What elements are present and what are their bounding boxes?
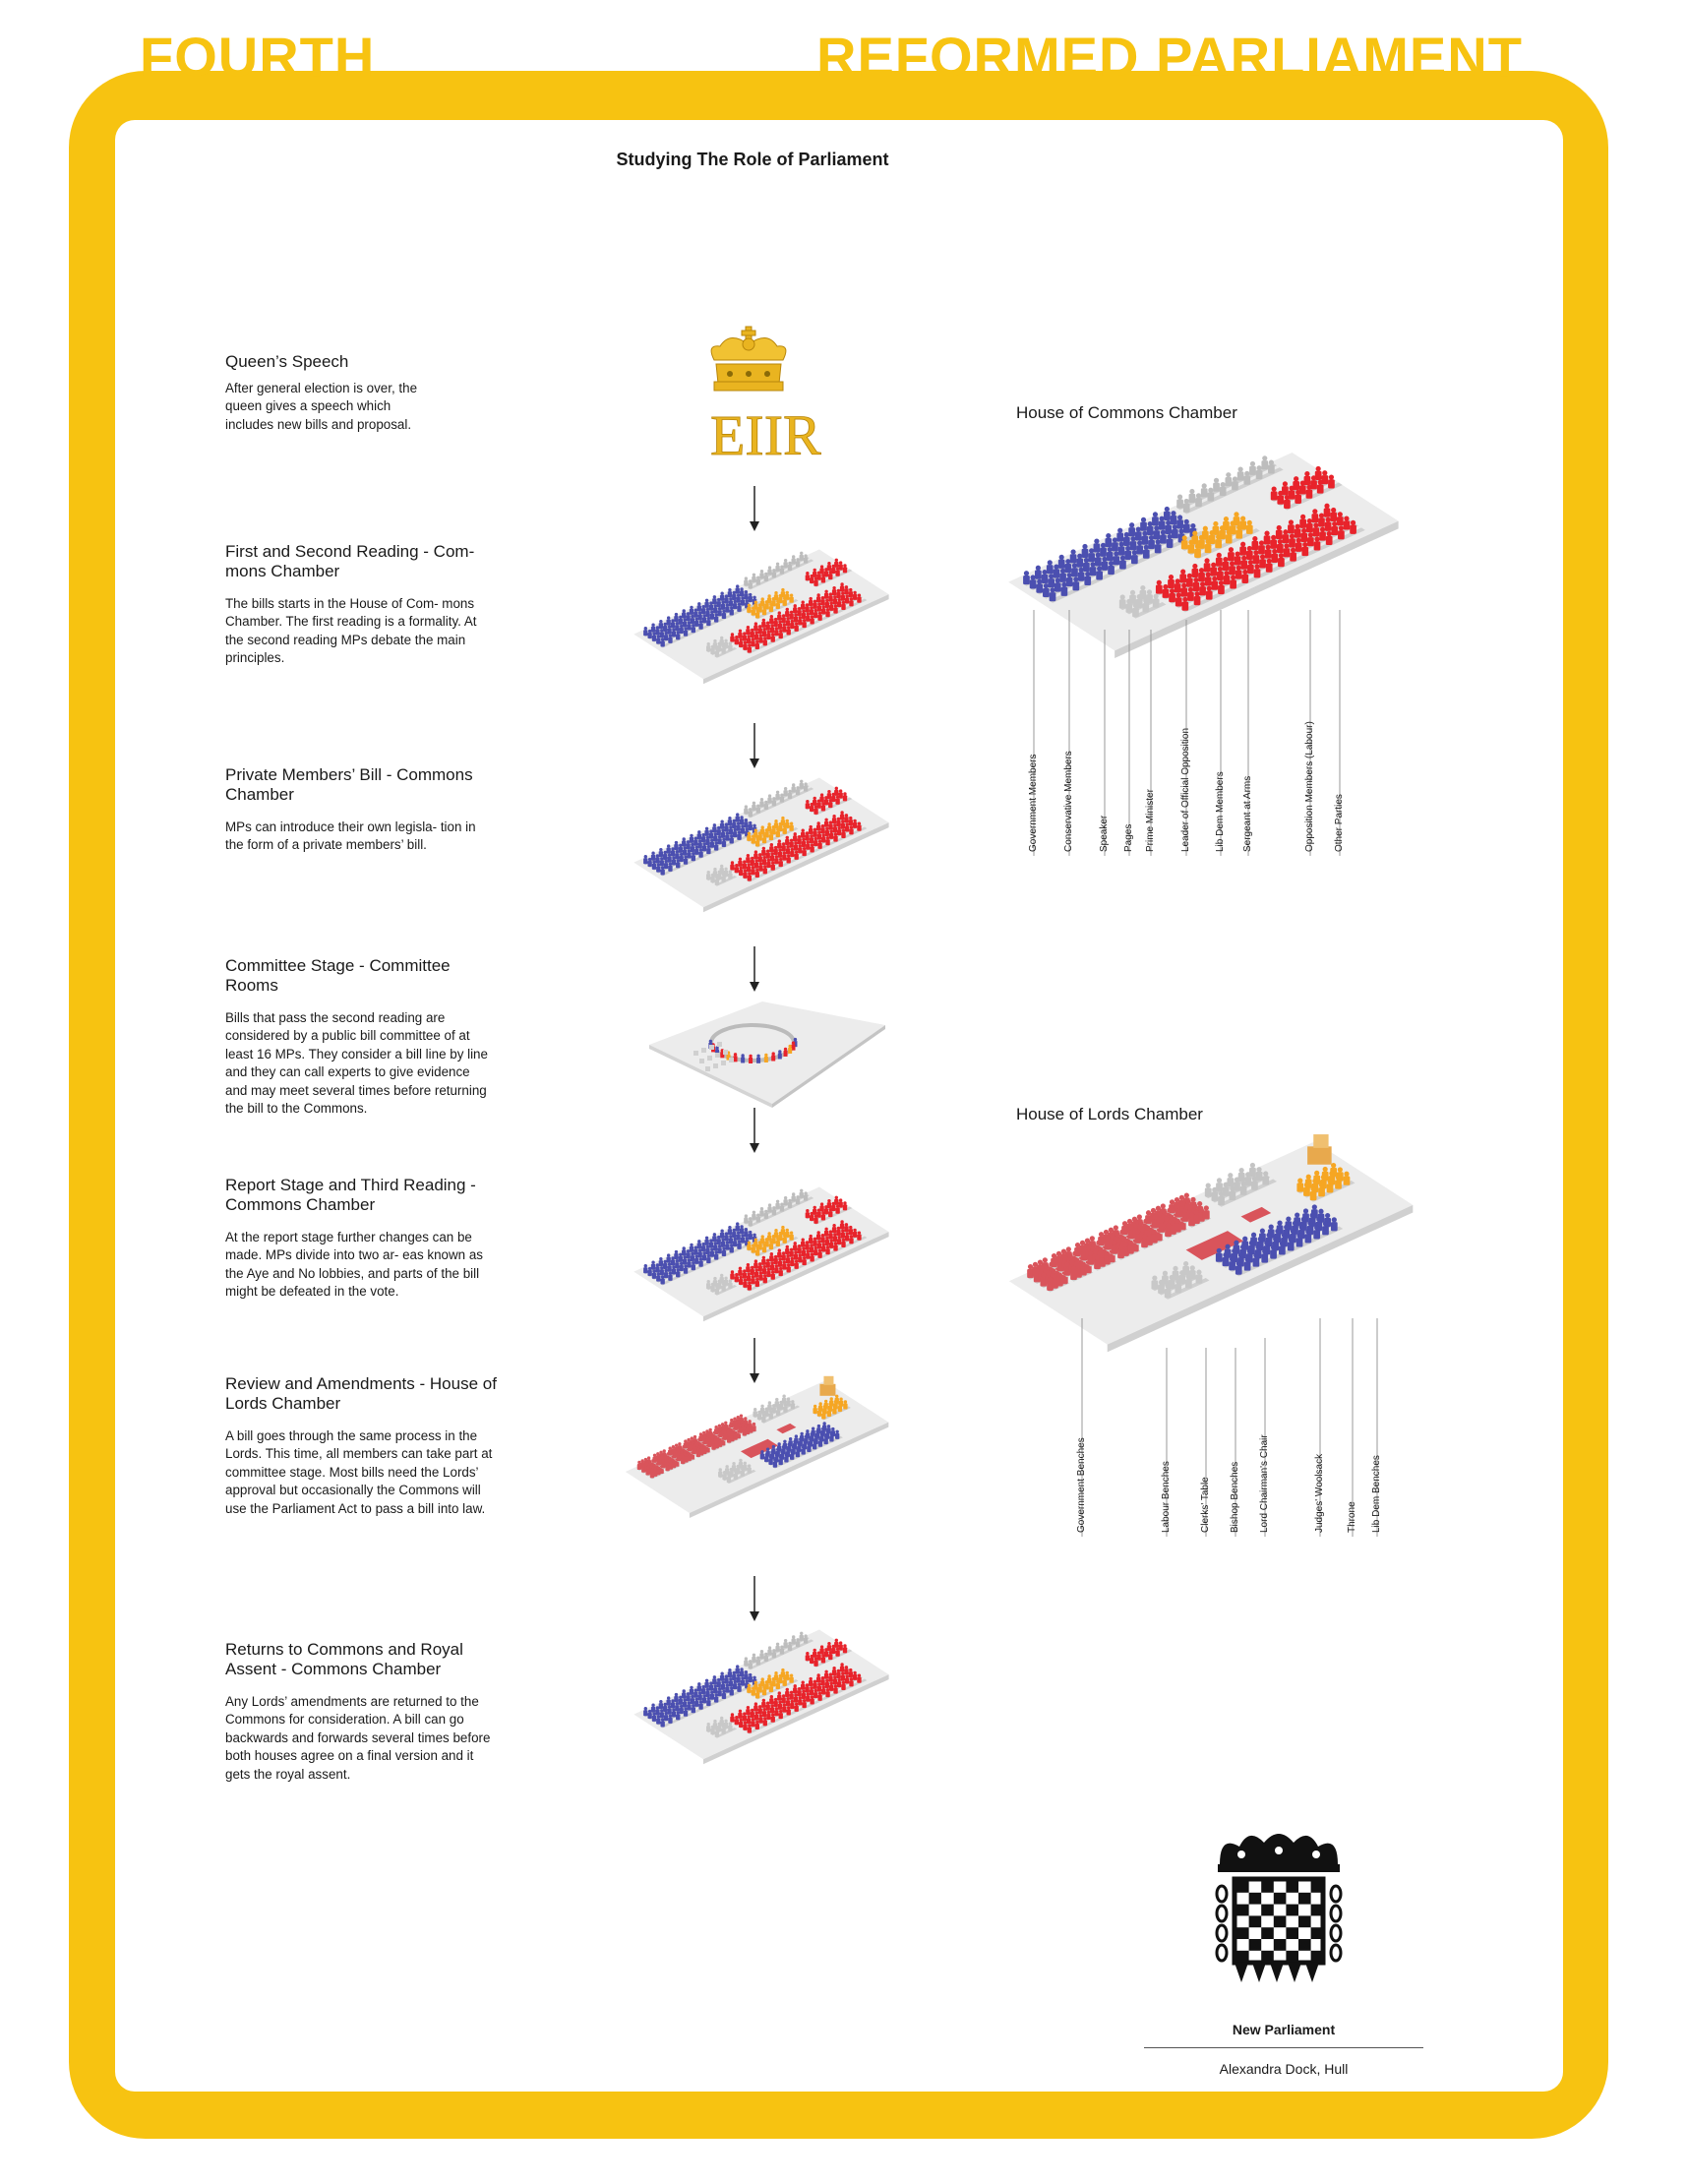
arrow-down-icon <box>748 486 761 533</box>
commons-chamber-illustration <box>630 771 895 939</box>
commons-chamber-illustration <box>630 1623 895 1790</box>
step-royal-assent <box>225 1640 511 1784</box>
commons-chamber-illustration <box>630 1181 895 1348</box>
arrow-down-icon <box>748 1576 761 1623</box>
step-text: Bills that pass the second reading are considered by a public bill committee of at least 16 MPs. They consider a bill line by line and they can call experts to give evidence and may meet several times before returning the bill to the Commons. <box>225 1010 488 1117</box>
step-title: Committee Stage - Committee Rooms <box>225 956 451 995</box>
arrow-down-icon <box>748 1108 761 1155</box>
step-title: Private Members’ Bill - Commons Chamber <box>225 765 473 804</box>
committee-room-illustration <box>644 994 890 1112</box>
chamber-label: Labour Benches <box>1161 1461 1172 1533</box>
chamber-label: Leader of Official Opposition <box>1180 727 1191 852</box>
commons-chamber-illustration <box>630 543 895 710</box>
arrow-down-icon <box>748 946 761 994</box>
footer-location: Alexandra Dock, Hull <box>1219 2061 1349 2077</box>
chamber-label: Lord Chairman's Chair <box>1259 1434 1270 1533</box>
step-title: Review and Amendments - House of Lords Chamber <box>225 1374 497 1413</box>
step-title: First and Second Reading - Com- mons Chamber <box>225 542 475 580</box>
step-title: Queen’s Speech <box>225 352 349 371</box>
chamber-label: Prime Minister <box>1145 789 1156 852</box>
commons-chamber-title: House of Commons Chamber <box>1016 403 1237 422</box>
footer-divider <box>1144 2047 1423 2048</box>
header-left: FOURTH <box>140 26 376 88</box>
royal-cypher: EIIR <box>710 403 821 467</box>
lords-chamber-illustration <box>622 1387 907 1545</box>
chamber-label: Sergeant at Arms <box>1242 775 1253 852</box>
step-committee-stage <box>225 956 511 1118</box>
page-subtitle: Studying The Role of Parliament <box>616 150 889 169</box>
chamber-label: Conservative Members <box>1063 751 1074 852</box>
step-text: A bill goes through the same process in the Lords. This time, all members can take part at committee stage. Most bills need the Lords’ approval but occasionally the Commons will use the Parliament Act to pass a bill into law. <box>225 1428 493 1516</box>
step-queens-speech <box>225 352 511 434</box>
step-title: Returns to Commons and Royal Assent - Commons Chamber <box>225 1640 463 1678</box>
arrow-down-icon <box>748 723 761 770</box>
chamber-label: Government Members <box>1028 754 1039 852</box>
step-title: Report Stage and Third Reading - Commons Chamber <box>225 1176 476 1214</box>
step-text: Any Lords’ amendments are returned to the Commons for consideration. A bill can go backwards and forwards several times before both houses agree on a final version and it gets the royal assent. <box>225 1694 491 1782</box>
chamber-label: Government Benches <box>1076 1437 1087 1533</box>
step-private-members-bill <box>225 765 511 855</box>
commons-leader-lines <box>994 610 1416 866</box>
chamber-label: Judges' Woolsack <box>1314 1453 1325 1533</box>
chamber-label: Speaker <box>1099 815 1110 852</box>
portcullis-icon <box>1210 1825 1348 1997</box>
chamber-label: Bishop Benches <box>1230 1461 1240 1533</box>
crown-icon <box>700 325 821 467</box>
footer-title: New Parliament <box>1232 2022 1336 2037</box>
chamber-label: Clerks' Table <box>1200 1477 1211 1533</box>
chamber-label: Pages <box>1123 823 1134 852</box>
header-right: REFORMED PARLIAMENT <box>816 26 1523 88</box>
step-lords-review <box>225 1374 511 1518</box>
chamber-label: Throne <box>1347 1501 1357 1533</box>
lords-chamber-title: House of Lords Chamber <box>1016 1105 1203 1123</box>
step-report-third-reading <box>225 1176 511 1302</box>
step-first-second-reading <box>225 542 511 668</box>
step-text: After general election is over, the queen gives a speech which includes new bills and proposal. <box>225 381 418 432</box>
chamber-label: Lib Dem Members <box>1215 771 1226 852</box>
step-text: At the report stage further changes can be made. MPs divide into two ar- eas known as the Aye and No lobbies, and parts of the bill might be defeated in the vote. <box>225 1230 483 1300</box>
step-text: The bills starts in the House of Com- mons Chamber. The first reading is a formality. At the second reading MPs debate the main principles. <box>225 596 477 666</box>
step-text: MPs can introduce their own legisla- tion in the form of a private members’ bill. <box>225 819 476 853</box>
chamber-label: Opposition Members (Labour) <box>1304 721 1315 852</box>
chamber-label: Lib Dem Benches <box>1371 1455 1382 1533</box>
chamber-label: Other Parties <box>1334 794 1345 852</box>
